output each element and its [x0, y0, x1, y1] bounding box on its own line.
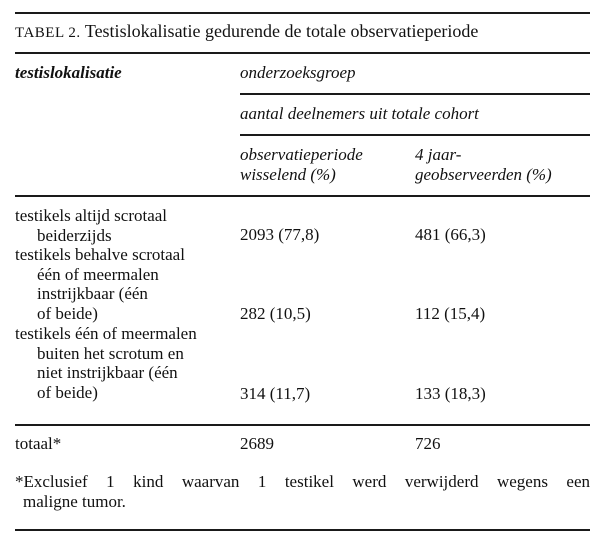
- table-cell: 481 (66,3): [415, 225, 486, 244]
- column-header-2-line1: 4 jaar-: [415, 145, 462, 164]
- column-header-1-line2: wisselend (%): [240, 165, 336, 184]
- body-rule: [15, 424, 590, 426]
- group-rule: [240, 93, 590, 95]
- table-cell: 282 (10,5): [240, 304, 311, 323]
- row-header: testislokalisatie: [15, 63, 122, 82]
- row-label-line: of beide): [37, 303, 98, 323]
- table-cell: 112 (15,4): [415, 304, 486, 323]
- column-header-2-line2: geobserveerden (%): [415, 165, 552, 184]
- row-label-line: instrijkbaar (één: [37, 284, 148, 303]
- table-row-label: [15, 245, 185, 323]
- group-header: onderzoeksgroep: [240, 63, 356, 82]
- row-label-line: beiderzijds: [37, 225, 112, 245]
- row-label-line: testikels behalve scrotaal: [15, 245, 185, 264]
- table-cell: 314 (11,7): [240, 384, 311, 403]
- caption-rule: [15, 52, 590, 54]
- row-label-line: testikels altijd scrotaal: [15, 206, 168, 225]
- table-caption: [15, 21, 478, 43]
- subgroup-rule: [240, 134, 590, 136]
- footnote-line: maligne tumor.: [23, 492, 126, 511]
- table-cell: 2093 (77,8): [240, 225, 320, 244]
- caption-label: TABEL 2.: [15, 25, 81, 41]
- total-cell: 2689: [240, 434, 274, 453]
- bottom-rule: [15, 529, 590, 531]
- table-row-label: [15, 206, 167, 245]
- row-label-line: buiten het scrotum en: [37, 343, 184, 363]
- footnote-line: *Exclusief 1 kind waarvan 1 testikel werd verwijderd wegens een: [15, 472, 590, 491]
- total-cell: 726: [415, 434, 441, 453]
- top-rule: [15, 12, 590, 14]
- row-label-line: één of meermalen: [37, 264, 159, 284]
- table-cell: 133 (18,3): [415, 384, 486, 403]
- column-header-1-line1: observatieperiode: [240, 145, 363, 164]
- subgroup-header: aantal deelnemers uit totale cohort: [240, 104, 479, 123]
- row-label-line: of beide): [37, 382, 98, 402]
- row-label-line: niet instrijkbaar (één: [37, 363, 178, 382]
- footnote: [15, 472, 590, 512]
- caption-title: Testislokalisatie gedurende de totale observatieperiode: [84, 21, 479, 41]
- total-label: totaal*: [15, 434, 62, 453]
- header-rule: [15, 195, 590, 197]
- row-label-line: testikels één of meermalen: [15, 324, 197, 343]
- table-row-label: [15, 324, 197, 402]
